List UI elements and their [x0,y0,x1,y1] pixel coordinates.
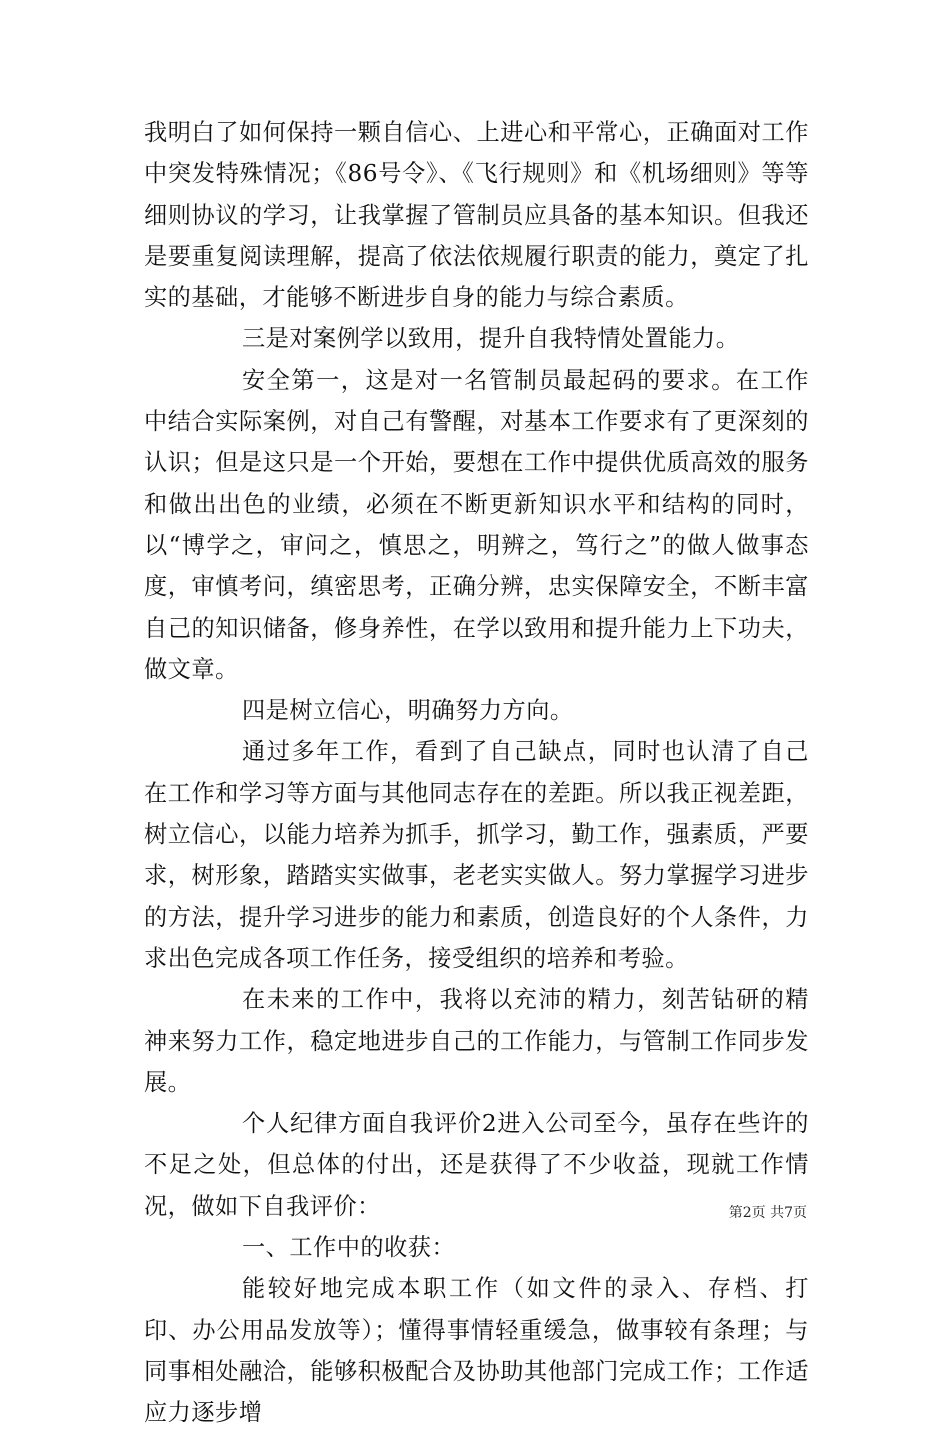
paragraph-4-heading: 四是树立信心，明确努力方向。 [242,697,574,725]
paragraph-1: 我明白了如何保持一颗自信心、上进心和平常心，正确面对工作中突发特殊情况；《86号令》、《飞行规则》和《机场细则》等等细则协议的学习，让我掌握了管制员应具备的基本知识。但我还是要重复阅读理解，提高了依法依规履行职责的能力，奠定了扎实的基础，才能够不断进步自身的能力与综合素质。 [144,119,809,312]
paragraph-2-heading: 三是对案例学以致用，提升自我特情处置能力。 [242,325,740,353]
page-number-footer: 第2页 共7页 [728,1205,807,1221]
paragraph-8-heading: 一、工作中的收获： [242,1234,456,1262]
paragraph-3: 安全第一，这是对一名管制员最起码的要求。在工作中结合实际案例，对自己有警醒，对基本工作要求有了更深刻的认识；但是这只是一个开始，要想在工作中提供优质高效的服务和做出出色的业绩，必须在不断更新知识水平和结构的同时，以“博学之，审问之，慎思之，明辨之，笃行之”的做人做事态度，审慎考问，缜密思考，正确分辨，忠实保障安全，不断丰富自己的知识储备，修身养性，在学以致用和提升能力上下功夫，做文章。 [144,366,809,683]
paragraph-9: 能较好地完成本职工作（如文件的录入、存档、打印、办公用品发放等）；懂得事情轻重缓急，做事较有条理；与同事相处融洽，能够积极配合及协助其他部门完成工作；工作适应力逐步增 [144,1275,809,1427]
paragraph-7: 个人纪律方面自我评价2进入公司至今，虽存在些许的不足之处，但总体的付出，还是获得了不少收益，现就工作情况，做如下自我评价： [144,1110,809,1220]
paragraph-6: 在未来的工作中，我将以充沛的精力，刻苦钻研的精神来努力工作，稳定地进步自己的工作能力，与管制工作同步发展。 [144,986,809,1096]
paragraph-5: 通过多年工作，看到了自己缺点，同时也认清了自己在工作和学习等方面与其他同志存在的差距。所以我正视差距，树立信心，以能力培养为抓手，抓学习，勤工作，强素质，严要求，树形象，踏踏实实做事，老老实实做人。努力掌握学习进步的方法，提升学习进步的能力和素质，创造良好的个人条件，力求出色完成各项工作任务，接受组织的培养和考验。 [144,738,809,972]
document-body [144,112,809,1434]
